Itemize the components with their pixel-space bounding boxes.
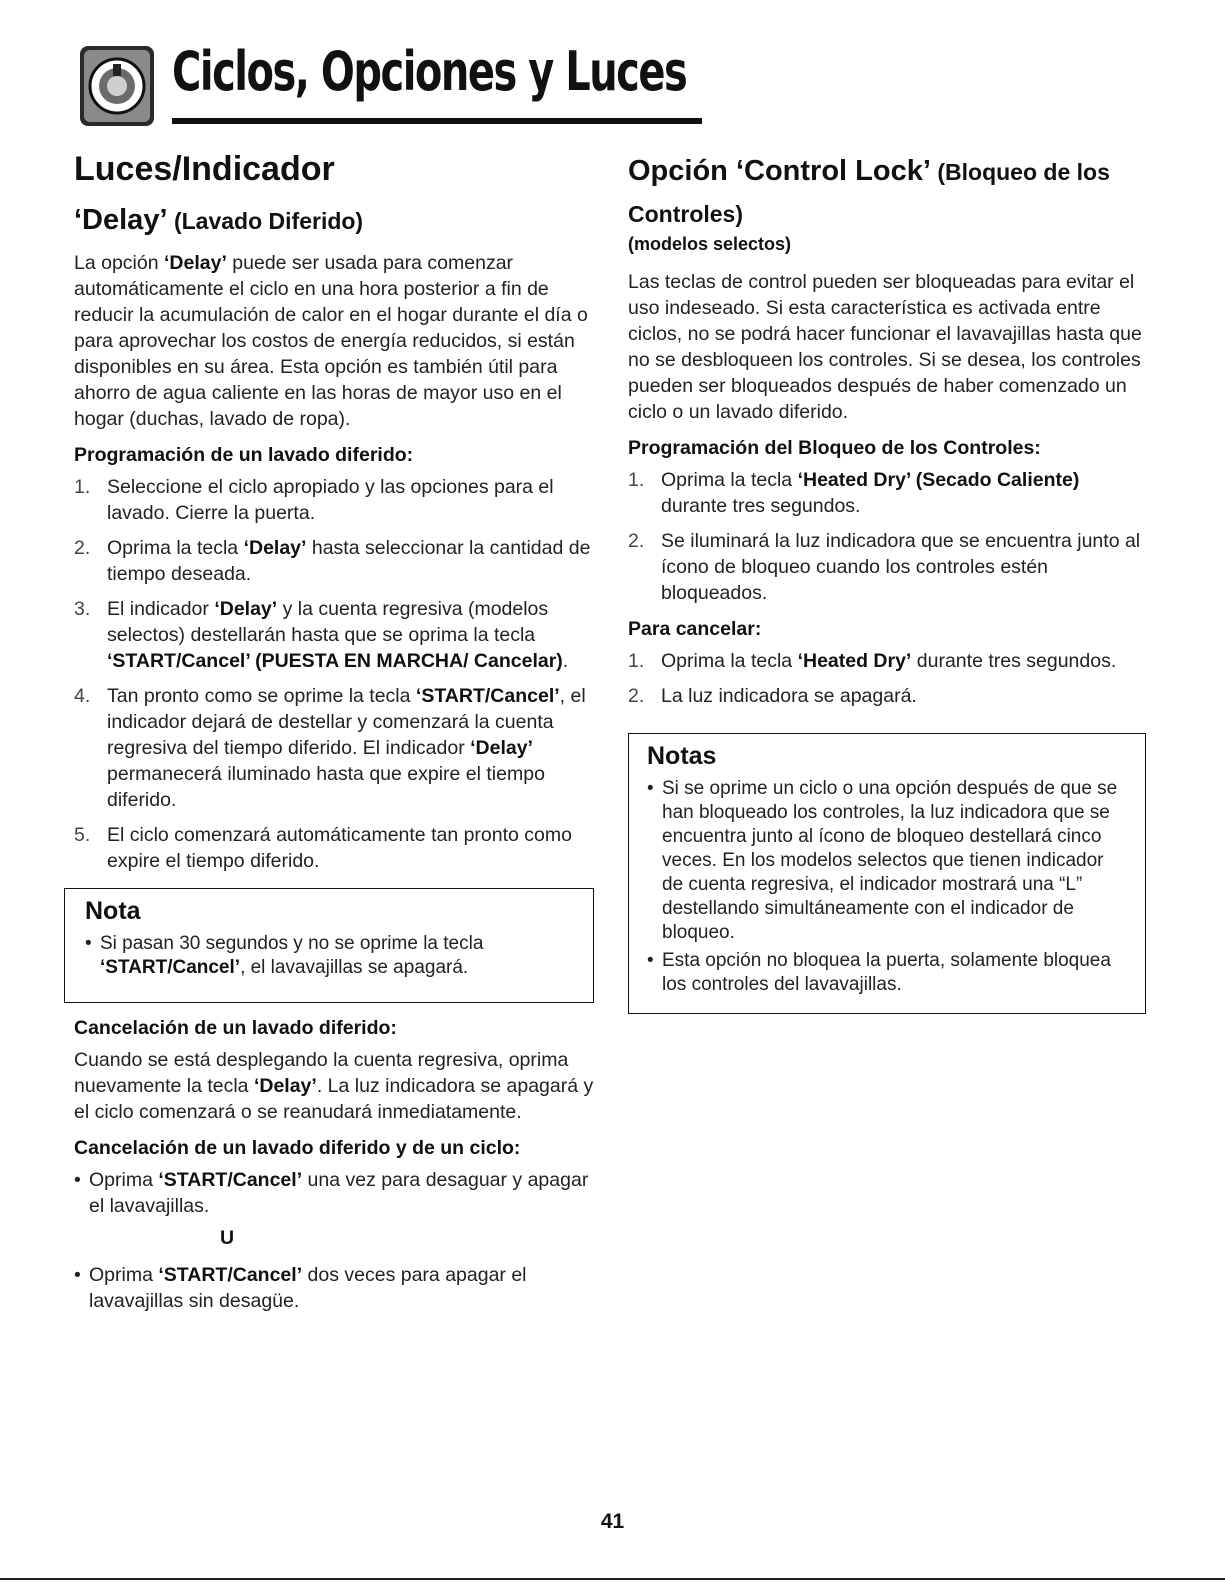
list-item: 3. El indicador ‘Delay’ y la cuenta regresiva (modelos selectos) destellarán hasta que se oprima la tecla ‘START/Cancel’ (PUESTA EN MARCHA/ Cancelar).: [74, 597, 569, 672]
list-item: 2. Se iluminará la luz indicadora que se encuentra junto al ícono de bloqueo cuando los controles estén bloqueados.: [628, 530, 1141, 605]
list-item: • Esta opción no bloquea la puerta, solamente bloquea los controles del lavavajillas.: [647, 950, 1111, 996]
page-number: 41: [600, 1510, 625, 1533]
cancel-delay-text: Cuando se está desplegando la cuenta regresiva, oprima nuevamente la tecla ‘Delay’. La luz indicadora se apagará y el ciclo comenzará o se reanudará inmediatamente.: [74, 1048, 594, 1123]
title-underline: [172, 118, 702, 124]
notes-title: Notas: [647, 742, 717, 771]
delay-intro: La opción ‘Delay’ puede ser usada para comenzar automáticamente el ciclo en una hora posterior a fin de reducir la acumulación de calor en el hogar durante el día o para aprovechar los costos de energía reducidos, si están disponibles en su área. Esta opción es también útil para ahorro de agua caliente en las horas de mayor uso en el hogar (duchas, lavado de ropa).: [74, 251, 588, 430]
or-separator: U: [220, 1226, 235, 1249]
list-item: 2. La luz indicadora se apagará.: [628, 685, 917, 708]
notes-box: [628, 733, 1146, 1014]
list-item: • Si pasan 30 segundos y no se oprime la tecla ‘START/Cancel’, el lavavajillas se apagará.: [85, 932, 484, 978]
delay-heading: ‘Delay’ (Lavado Diferido): [74, 204, 364, 237]
note-box: [64, 888, 594, 1003]
program-delay-steps: [74, 474, 594, 874]
list-item: 1. Oprima la tecla ‘Heated Dry’ (Secado Caliente) durante tres segundos.: [628, 469, 1080, 518]
list-item: • Oprima ‘START/Cancel’ dos veces para apagar el lavavajillas sin desagüe.: [74, 1263, 527, 1312]
cancel-delay-heading: Cancelación de un lavado diferido:: [74, 1016, 397, 1039]
page-title: Ciclos, Opciones y Luces: [172, 40, 687, 103]
left-column: [74, 150, 594, 1324]
list-item: 2. Oprima la tecla ‘Delay’ hasta seleccionar la cantidad de tiempo deseada.: [74, 536, 591, 585]
cancel-lock-steps: [628, 648, 1146, 709]
control-lock-heading: Opción ‘Control Lock’ (Bloqueo de los Controles): [628, 155, 1110, 228]
program-lock-steps: [628, 467, 1146, 606]
list-item: 1. Oprima la tecla ‘Heated Dry’ durante tres segundos.: [628, 650, 1117, 673]
cancel-lock-heading: Para cancelar:: [628, 618, 762, 641]
dishwasher-dial-icon: [78, 44, 156, 128]
list-item: 1. Seleccione el ciclo apropiado y las opciones para el lavado. Cierre la puerta.: [74, 475, 554, 524]
control-lock-intro: Las teclas de control pueden ser bloqueadas para evitar el uso indeseado. Si esta característica es activada entre ciclos, no se podrá hacer funcionar el lavavajillas hasta que no se desbloqueen los controles. Si se desea, los controles pueden ser bloqueados después de haber comenzado un ciclo o un lavado diferido.: [628, 271, 1142, 424]
list-item: • Oprima ‘START/Cancel’ una vez para desaguar y apagar el lavavajillas.: [74, 1168, 589, 1217]
cancel-cycle-heading: Cancelación de un lavado diferido y de un ciclo:: [74, 1136, 521, 1159]
program-delay-heading: Programación de un lavado diferido:: [74, 443, 414, 466]
bottom-rule: [0, 1578, 1225, 1580]
section-title: Luces/Indicador: [74, 150, 335, 188]
list-item: 5. El ciclo comenzará automáticamente tan pronto como expire el tiempo diferido.: [74, 823, 572, 872]
note-title: Nota: [85, 896, 141, 925]
list-item: 4. Tan pronto como se oprime la tecla ‘START/Cancel’, el indicador dejará de destellar y comenzará la cuenta regresiva del tiempo diferido. El indicador ‘Delay’ permanecerá iluminado hasta que expire el tiempo diferido.: [74, 684, 586, 811]
right-column: [628, 150, 1146, 1026]
models-note: (modelos selectos): [628, 234, 792, 255]
program-lock-heading: Programación del Bloqueo de los Controles:: [628, 437, 1041, 460]
list-item: • Si se oprime un ciclo o una opción después de que se han bloqueado los controles, la luz indicadora que se encuentra junto al ícono de bloqueo destellará cinco veces. En los modelos selectos que tienen indicador de cuenta regresiva, el indicador mostrará una “L” destellando simultáneamente con el indicador de bloqueo.: [647, 778, 1118, 944]
